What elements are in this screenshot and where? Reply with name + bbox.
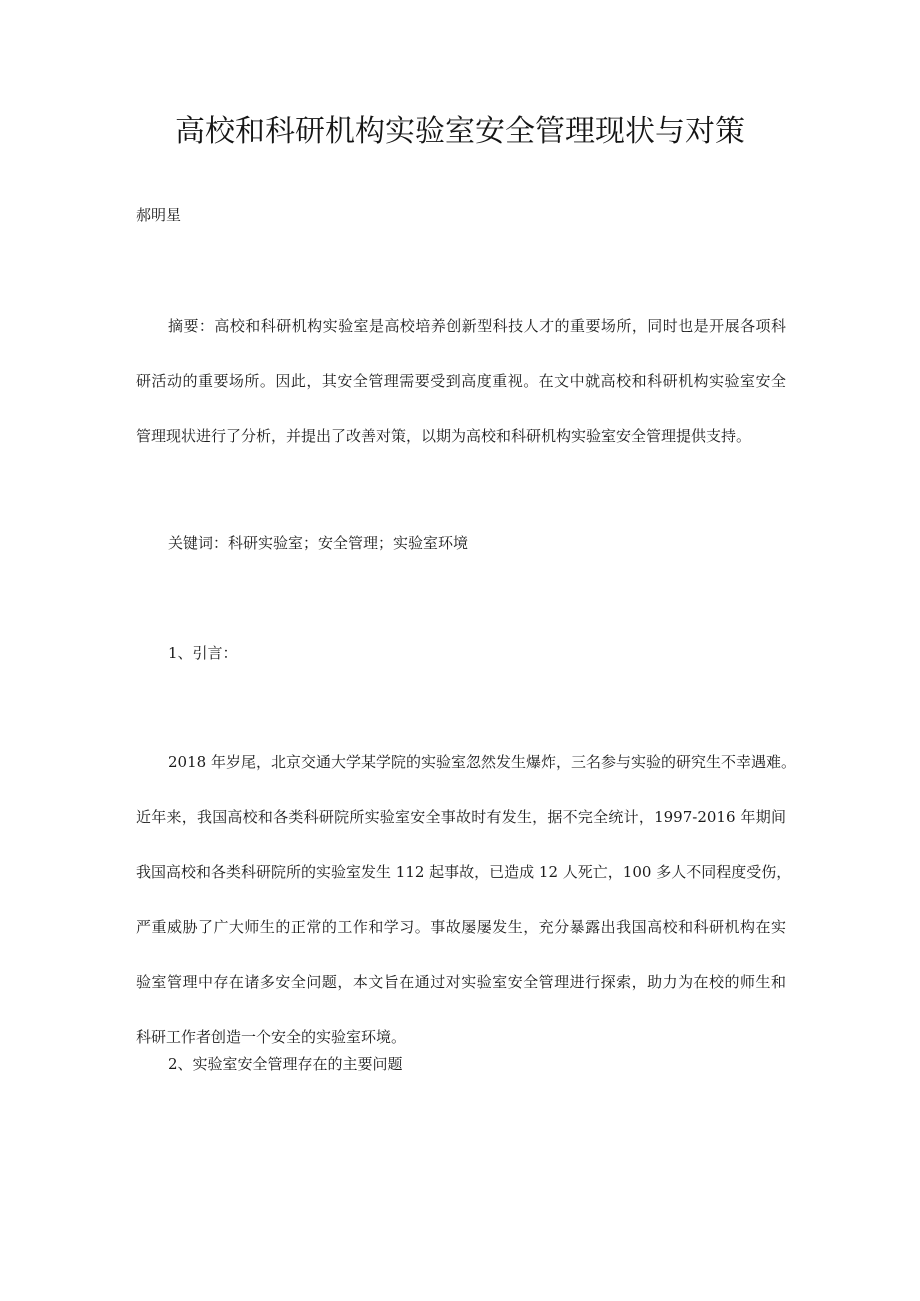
body-line: 科研工作者创造一个安全的实验室环境。: [136, 1028, 407, 1046]
section-heading-main-problems: 2、实验室安全管理存在的主要问题: [168, 1055, 403, 1073]
body-line: 严重威胁了广大师生的正常的工作和学习。事故屡屡发生，充分暴露出我国高校和科研机构在实: [136, 918, 786, 936]
document-title: 高校和科研机构实验室安全管理现状与对策: [175, 114, 745, 149]
body-line: 近年来，我国高校和各类科研院所实验室安全事故时有发生，据不完全统计，1997-2016 年期间: [136, 808, 786, 826]
introduction-paragraph: [136, 751, 796, 1048]
abstract-line: 管理现状进行了分析，并提出了改善对策，以期为高校和科研机构实验室安全管理提供支持。: [136, 427, 752, 445]
keywords-line: 关键词：科研实验室；安全管理；实验室环境: [168, 534, 469, 552]
body-line: 我国高校和各类科研院所的实验室发生 112 起事故，已造成 12 人死亡，100 多人不同程度受伤，: [136, 863, 792, 881]
abstract-paragraph: [136, 315, 786, 447]
abstract-line: 研活动的重要场所。因此，其安全管理需要受到高度重视。在文中就高校和科研机构实验室安全: [136, 372, 786, 390]
author-name: 郝明星: [136, 206, 182, 224]
body-line: 验室管理中存在诸多安全问题，本文旨在通过对实验室安全管理进行探索，助力为在校的师生和: [136, 973, 786, 991]
abstract-line: 摘要：高校和科研机构实验室是高校培养创新型科技人才的重要场所，同时也是开展各项科: [168, 317, 786, 335]
body-line: 2018 年岁尾，北京交通大学某学院的实验室忽然发生爆炸，三名参与实验的研究生不幸遇难。: [168, 753, 796, 771]
section-heading-introduction: 1、引言：: [168, 644, 238, 662]
